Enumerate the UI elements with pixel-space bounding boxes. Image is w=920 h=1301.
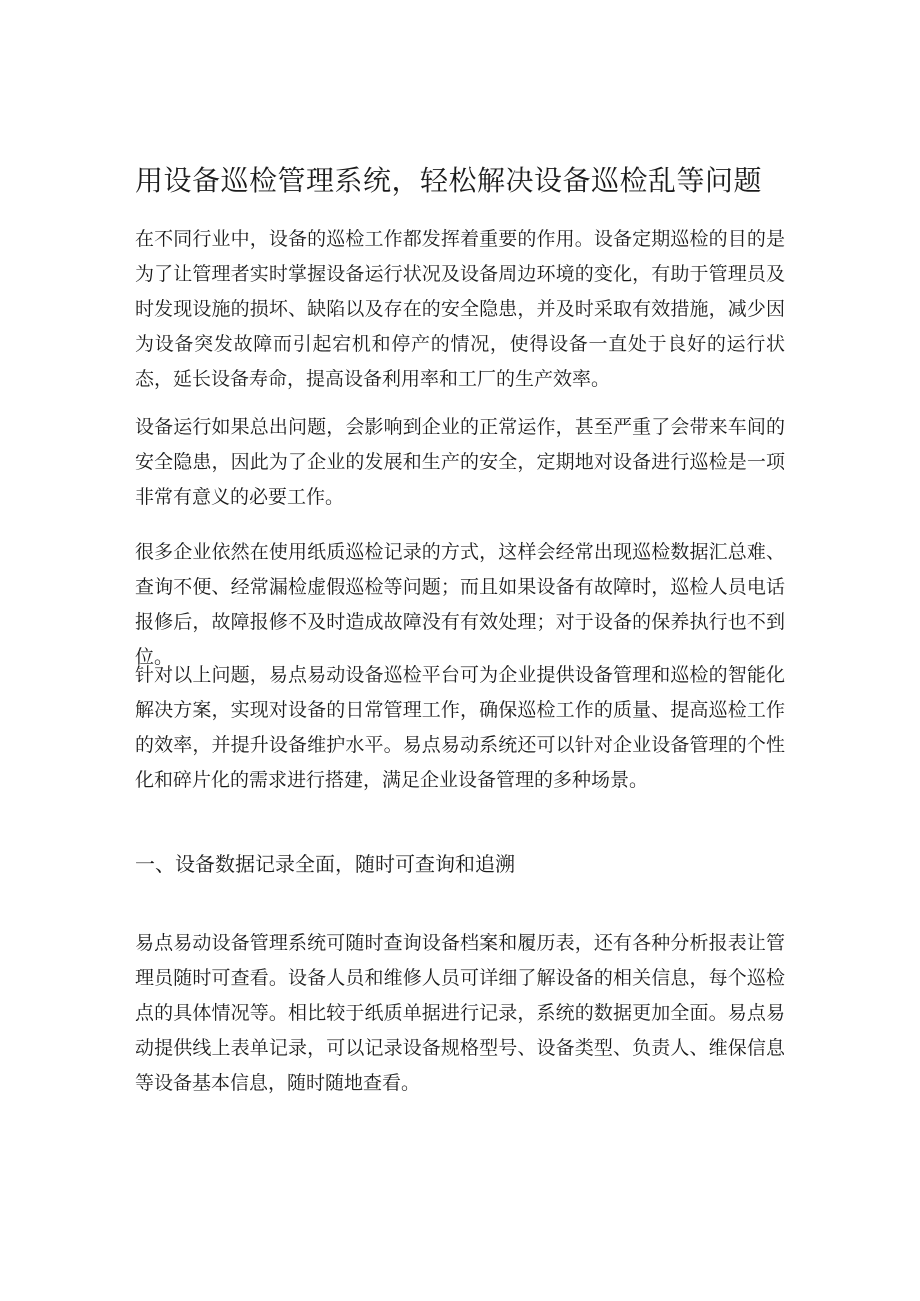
paragraph-data-records: 易点易动设备管理系统可随时查询设备档案和履历表，还有各种分析报表让管理员随时可查看。设备人员和维修人员可详细了解设备的相关信息，每个巡检点的具体情况等。相比较于纸质单据进行记录，系统的数据更加全面。易点易动提供线上表单记录，可以记录设备规格型号、设备类型、负责人、维保信息等设备基本信息，随时随地查看。 [135, 932, 785, 1094]
paragraph-importance: 在不同行业中，设备的巡检工作都发挥着重要的作用。设备定期巡检的目的是为了让管理者实时掌握设备运行状况及设备周边环境的变化，有助于管理员及时发现设施的损坏、缺陷以及存在的安全隐患，并及时采取有效措施，减少因为设备突发故障而引起宕机和停产的情况，使得设备一直处于良好的运行状态，延长设备寿命，提高设备利用率和工厂的生产效率。 [135, 228, 785, 390]
paragraph-solution: 针对以上问题，易点易动设备巡检平台可为企业提供设备管理和巡检的智能化解决方案，实现对设备的日常管理工作，确保巡检工作的质量、提高巡检工作的效率，并提升设备维护水平。易点易动系统还可以针对企业设备管理的个性化和碎片化的需求进行搭建，满足企业设备管理的多种场景。 [135, 664, 785, 791]
paragraph-risks: 设备运行如果总出问题，会影响到企业的正常运作，甚至严重了会带来车间的安全隐患，因此为了企业的发展和生产的安全，定期地对设备进行巡检是一项非常有意义的必要工作。 [135, 416, 785, 508]
document-title: 用设备巡检管理系统，轻松解决设备巡检乱等问题 [135, 164, 763, 197]
paragraph-paper-records: 很多企业依然在使用纸质巡检记录的方式，这样会经常出现巡检数据汇总难、查询不便、经常漏检虚假巡检等问题；而且如果设备有故障时，巡检人员电话报修后，故障报修不及时造成故障没有有效处理；对于设备的保养执行也不到位。 [135, 541, 785, 668]
section-heading: 一、设备数据记录全面，随时可查询和追溯 [135, 852, 515, 876]
